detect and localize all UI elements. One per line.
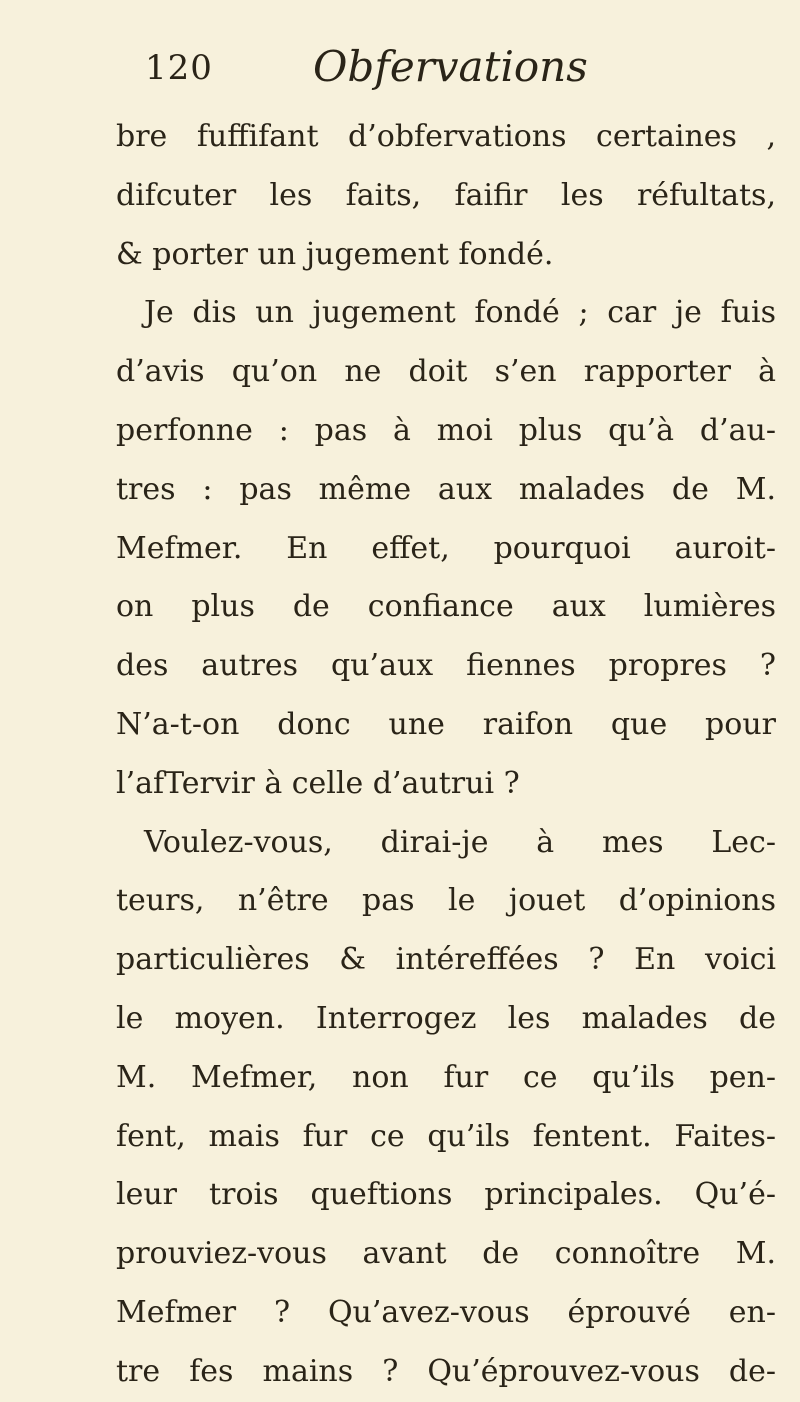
text-line: prouviez-vous avant de connoître M.: [116, 1236, 776, 1272]
text-line: Je dis un jugement fondé ; car je fuis: [144, 295, 776, 331]
text-line: leur trois queftions principales. Qu’é-: [116, 1177, 776, 1213]
text-line: d’avis qu’on ne doit s’en rapporter à: [116, 354, 776, 390]
text-line: des autres qu’aux fiennes propres ?: [116, 648, 776, 684]
text-line: teurs, n’être pas le jouet d’opinions: [116, 883, 776, 919]
text-line: perfonne : pas à moi plus qu’à d’au-: [116, 412, 776, 448]
page-number: 120: [145, 48, 213, 88]
text-line: Mefmer. En effet, pourquoi auroit-: [116, 530, 776, 566]
text-line: particulières & intéreffées ? En voici: [116, 942, 776, 978]
text-line: M. Mefmer, non fur ce qu’ils pen-: [116, 1059, 776, 1095]
text-line: tres : pas même aux malades de M.: [116, 471, 776, 507]
text-line: tre fes mains ? Qu’éprouvez-vous de-: [116, 1353, 776, 1389]
page-header: [145, 42, 745, 102]
text-line: Voulez-vous, dirai-je à mes Lec-: [144, 824, 776, 860]
text-line: & porter un jugement fondé.: [116, 236, 554, 272]
text-line: fent, mais fur ce qu’ils fentent. Faites-: [116, 1118, 776, 1154]
text-line: l’afTervir à celle d’autrui ?: [116, 765, 520, 801]
text-line: N’a-t-on donc une raifon que pour: [116, 706, 776, 742]
text-line: le moyen. Interrogez les malades de: [116, 1000, 776, 1036]
running-title: Obfervations: [313, 42, 588, 91]
body-text: [116, 108, 776, 1402]
text-line: on plus de confiance aux lumières: [116, 589, 776, 625]
text-line: bre fuffifant d’obfervations certaines ,: [116, 119, 776, 154]
text-line: Mefmer ? Qu’avez-vous éprouvé en-: [116, 1294, 776, 1330]
text-line: difcuter les faits, faifir les réfultats,: [116, 177, 776, 213]
